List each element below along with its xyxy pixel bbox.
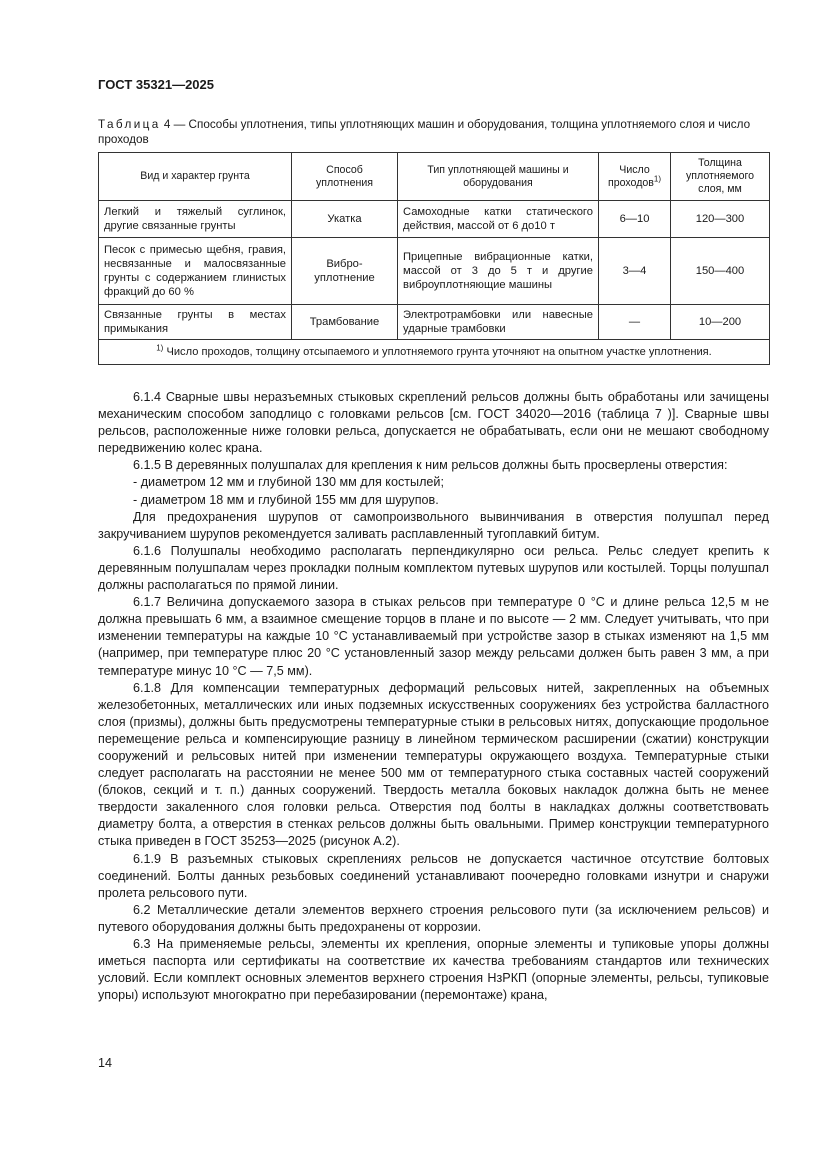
table-row	[99, 305, 770, 340]
compaction-table	[98, 152, 770, 365]
cell-method: Трамбование	[292, 305, 398, 340]
page-number: 14	[98, 1056, 113, 1070]
table-row	[99, 238, 770, 305]
header-method: Способ уплотнения	[292, 153, 398, 201]
cell-passes: —	[599, 305, 671, 340]
paragraph-6-1-6: 6.1.6 Полушпалы необходимо располагать перпендикулярно оси рельса. Рельс следует крепить к деревянным полушпалам через прокладки полным комплектом путевых шурупов или костылей. Торцы полушпал должны располагаться по прямой линии.	[98, 543, 769, 593]
cell-passes: 3—4	[599, 238, 671, 305]
paragraph-bitumen: Для предохранения шурупов от самопроизвольного вывинчивания в отверстия полушпал перед закручиванием шурупов рекомендуется заливать расплавленный тугоплавкий битум.	[98, 509, 769, 541]
table-caption-text: 4 — Способы уплотнения, типы уплотняющих машин и оборудования, толщина уплотняемого слоя и число проходов	[98, 118, 751, 146]
table-footnote	[99, 340, 770, 365]
cell-soil: Легкий и тяжелый суглинок, другие связанные грунты	[99, 201, 292, 238]
table-header-row	[99, 153, 770, 201]
cell-machine: Прицепные вибрационные катки, массой от 3 до 5 т и другие виброуплотняющие машины	[398, 238, 599, 305]
cell-thickness: 120—300	[671, 201, 770, 238]
header-passes-footnote-mark: 1)	[653, 173, 662, 183]
header-machine: Тип уплотняющей машины и оборудования	[398, 153, 599, 201]
cell-machine: Электротрамбовки или навесные ударные трамбовки	[398, 305, 599, 340]
paragraph-6-1-4: 6.1.4 Сварные швы неразъемных стыковых скреплений рельсов должны быть обработаны или зачищены механическим способом заподлицо с головками рельсов [см. ГОСТ 34020—2016 (таблица 7 )]. Сварные швы рельсов, расположенные ниже головки рельса, допускается не обрабатывать, если они не мешают свободному передвижению колес крана.	[98, 390, 769, 456]
paragraph-6-2: 6.2 Металлические детали элементов верхнего строения рельсового пути (за исключением рельсов) и путевого оборудования должны быть предохранены от коррозии.	[98, 902, 769, 934]
paragraph-6-1-8: 6.1.8 Для компенсации температурных деформаций рельсовых нитей, закрепленных на объемных железобетонных, металлических или иных подземных искусственных сооружениях без устройства балластного слоя (призмы), должны быть предусмотрены температурные стыки в рельсовых нитях, допускающие продольное перемещение рельса и компенсирующие разницу в линейном термическом расширении (сжатии) конструкции сооружений и рельсовых нитей при изменении температуры окружающего воздуха. Температурные стыки следует располагать на расстоянии не менее 500 мм от температурного стыка составных частей сооружений (блоков, секций и т. п.) данных сооружений. Твердость металла боковых накладок должна быть не менее твердости закаленного слоя головки рельса. Отверстия под болты в накладках должны соответствовать диаметру болта, а отверстия в стенках рельсов должны быть овальными. Пример конструкции температурного стыка приведен в ГОСТ 35253—2025 (рисунок А.2).	[98, 680, 769, 849]
cell-thickness: 10—200	[671, 305, 770, 340]
table-footnote-row	[99, 340, 770, 365]
list-item: - диаметром 18 мм и глубиной 155 мм для шурупов.	[133, 492, 439, 507]
list-item: - диаметром 12 мм и глубиной 130 мм для костылей;	[133, 475, 444, 490]
table-caption	[98, 117, 770, 147]
cell-thickness: 150—400	[671, 238, 770, 305]
paragraph-6-1-5: 6.1.5 В деревянных полушпалах для крепления к ним рельсов должны быть просверлены отверстия:	[133, 458, 728, 473]
footnote-mark: 1)	[156, 343, 164, 353]
header-passes	[599, 153, 671, 201]
header-passes-text: Число проходов	[607, 163, 654, 189]
cell-method: Вибро-уплотнение	[292, 238, 398, 305]
paragraph-6-1-9: 6.1.9 В разъемных стыковых скреплениях рельсов не допускается частичное отсутствие болтовых соединений. Болты данных резьбовых соединений устанавливают поочередно головками изнутри и снаружи пролета рельсового пути.	[98, 851, 769, 900]
paragraph-6-1-7: 6.1.7 Величина допускаемого зазора в стыках рельсов при температуре 0 °С и длине рельса 12,5 м не должна превышать 6 мм, а взаимное смещение торцов в плане и по высоте — 2 мм. Следует учитывать, что при изменении температуры на каждые 10 °С устанавливаемый при устройстве зазор в стыках изменяют на 1,5 мм (например, при температуре плюс 20 °С установленный зазор между рельсами должен быть равен 3 мм, а при температуре минус 10 °С — 7,5 мм).	[98, 595, 769, 678]
header-soil: Вид и характер грунта	[99, 153, 292, 201]
cell-soil: Песок с примесью щебня, гравия, несвязанные и малосвязанные грунты с содержанием глинистых фракций до 60 %	[99, 238, 292, 305]
cell-machine: Самоходные катки статического действия, массой от 6 до10 т	[398, 201, 599, 238]
cell-passes: 6—10	[599, 201, 671, 238]
table-row	[99, 201, 770, 238]
document-standard-number: ГОСТ 35321—2025	[98, 77, 214, 92]
cell-method: Укатка	[292, 201, 398, 238]
body-text	[98, 389, 769, 1004]
paragraph-6-3: 6.3 На применяемые рельсы, элементы их крепления, опорные элементы и тупиковые упоры должны иметься паспорта или сертификаты на соответствие их качества требованиям стандартов или технических условий. Если комплект основных элементов верхнего строения НзРКП (опорные элементы, рельсы, тупиковые упоры) используют многократно при перебазировании (перемонтаже) крана,	[98, 937, 769, 1003]
cell-soil: Связанные грунты в местах примыкания	[99, 305, 292, 340]
footnote-text: Число проходов, толщину отсыпаемого и уплотняемого грунта уточняют на опытном участке уплотнения.	[166, 346, 712, 358]
header-thickness: Толщина уплотняемого слоя, мм	[671, 153, 770, 201]
table-caption-label: Таблица	[98, 118, 161, 131]
